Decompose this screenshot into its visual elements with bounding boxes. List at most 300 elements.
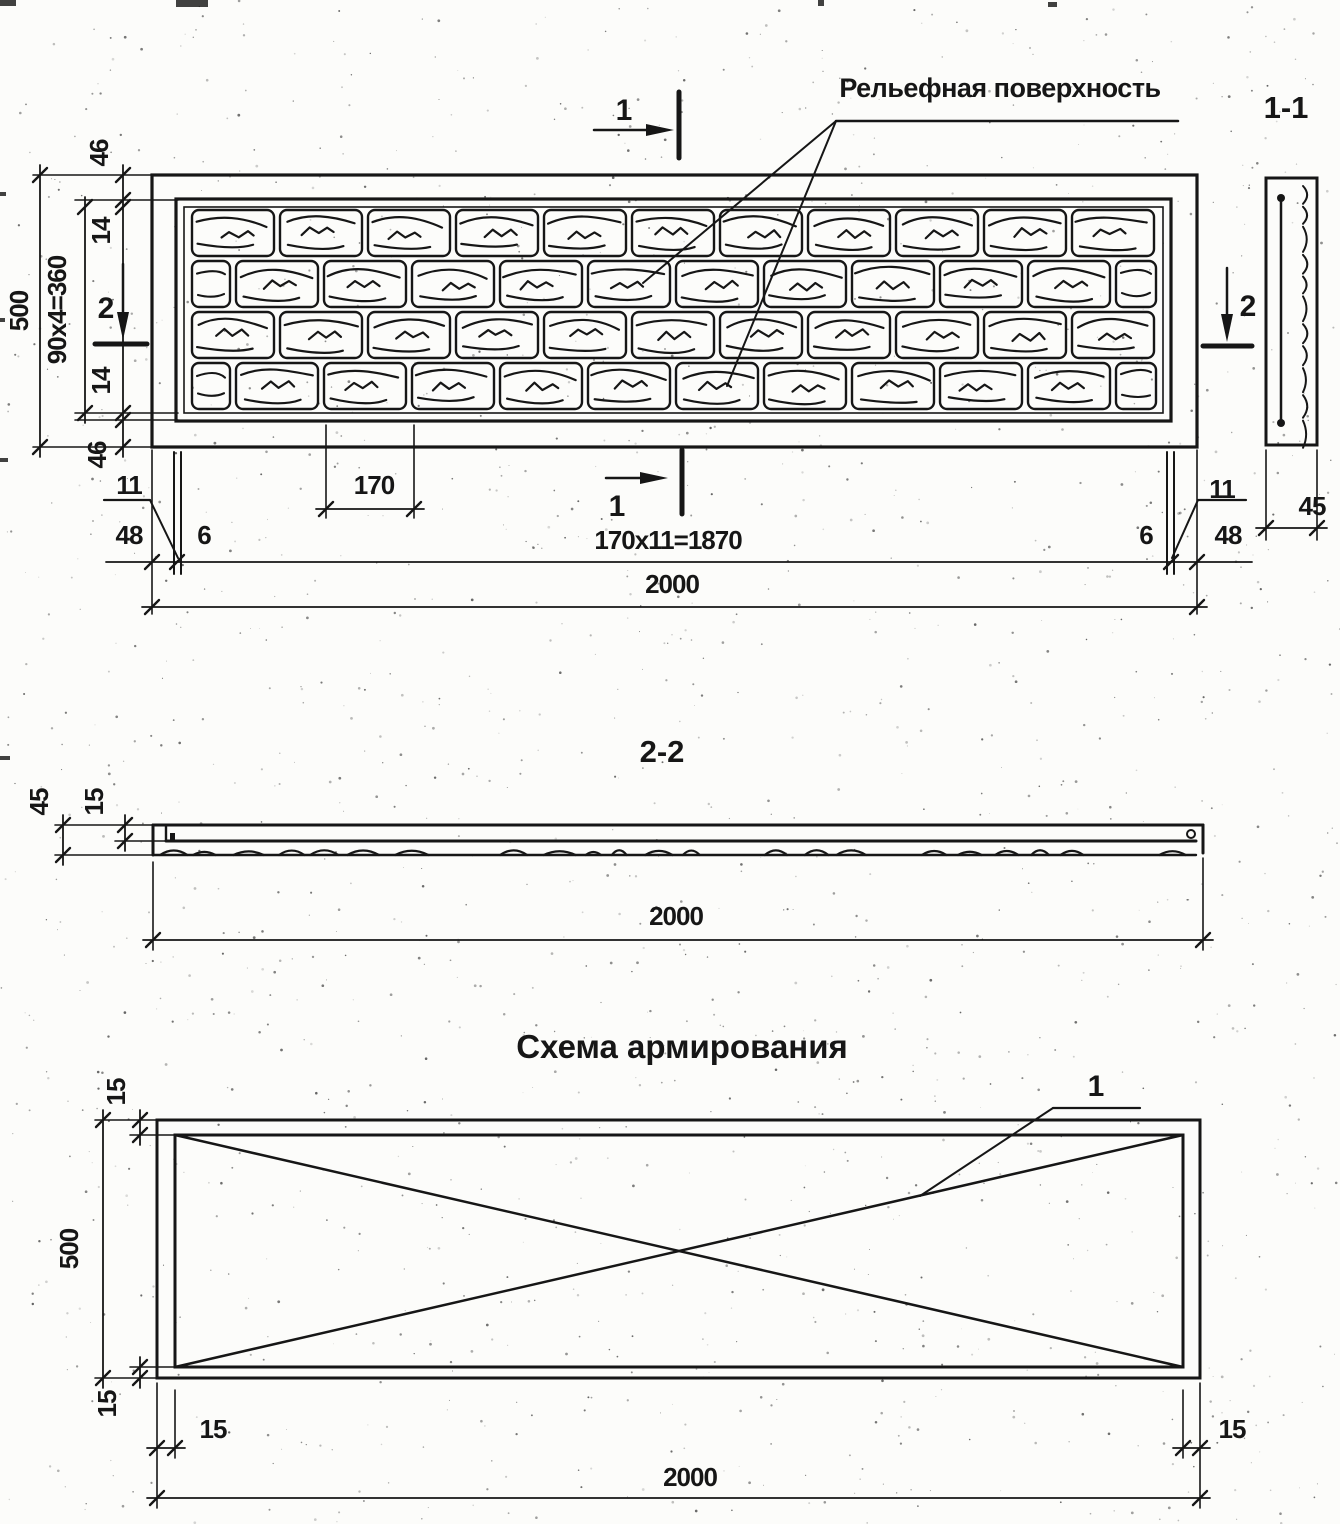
- speck: [1067, 329, 1069, 331]
- speck: [163, 1265, 164, 1266]
- speck: [176, 623, 178, 625]
- speck: [396, 150, 397, 151]
- dim-plan-rows: 90x4=360: [42, 255, 72, 365]
- speck: [879, 702, 881, 704]
- speck: [472, 1504, 474, 1506]
- block-texture: [389, 232, 421, 239]
- speck: [711, 493, 713, 495]
- speck: [272, 1204, 274, 1206]
- speck: [1056, 184, 1058, 186]
- speck: [162, 320, 163, 321]
- speck: [600, 1002, 601, 1003]
- block-texture: [960, 384, 992, 390]
- speck: [881, 1156, 882, 1157]
- speck: [1048, 546, 1051, 549]
- speck: [338, 10, 340, 12]
- speck: [1259, 1451, 1260, 1452]
- speck: [358, 467, 360, 469]
- block-texture: [1080, 246, 1136, 250]
- speck: [1265, 36, 1266, 37]
- speck: [321, 984, 324, 987]
- speck: [1309, 926, 1310, 927]
- scan-artifact: [0, 756, 10, 760]
- speck: [238, 0, 241, 2]
- speck: [894, 356, 895, 357]
- speck: [777, 214, 779, 216]
- speck: [786, 1256, 787, 1257]
- speck: [684, 1424, 686, 1426]
- speck: [234, 782, 236, 784]
- speck: [90, 1322, 91, 1323]
- speck: [418, 405, 420, 407]
- speck: [334, 466, 336, 468]
- speck: [632, 1185, 635, 1188]
- speck: [971, 1354, 973, 1356]
- speck: [839, 1078, 840, 1079]
- block-texture: [198, 244, 254, 248]
- speck: [573, 1288, 575, 1290]
- speck: [42, 638, 44, 640]
- speck: [1179, 443, 1181, 445]
- speck: [338, 908, 341, 911]
- speck: [1027, 1143, 1029, 1145]
- relief-block: [676, 363, 758, 409]
- speck: [761, 643, 763, 645]
- speck: [1012, 577, 1014, 579]
- speck: [1311, 1182, 1313, 1184]
- speck: [569, 881, 571, 883]
- speck: [48, 613, 50, 615]
- block-texture: [503, 270, 576, 277]
- speck: [277, 1300, 280, 1303]
- speck: [1086, 639, 1087, 640]
- speck: [707, 1344, 709, 1346]
- speck: [245, 1307, 248, 1310]
- speck: [60, 921, 62, 923]
- speck: [1287, 332, 1289, 334]
- speck: [1084, 1356, 1086, 1358]
- block-texture: [637, 218, 707, 226]
- speck: [1004, 847, 1006, 849]
- speck: [89, 1151, 90, 1152]
- speck: [132, 1109, 133, 1110]
- speck: [685, 954, 686, 955]
- speck: [277, 891, 279, 893]
- speck: [235, 240, 236, 241]
- speck: [915, 628, 916, 629]
- speck: [1050, 1347, 1052, 1349]
- speck: [469, 676, 470, 677]
- speck: [691, 639, 693, 641]
- block-texture: [1122, 395, 1150, 397]
- speck: [53, 43, 56, 46]
- speck: [1145, 13, 1147, 15]
- dim-reinf-cover-bottom: 15: [92, 1390, 122, 1418]
- speck: [607, 1157, 609, 1159]
- speck: [1331, 693, 1333, 695]
- dim-reinf-cover-left: 15: [199, 1414, 227, 1444]
- speck: [658, 471, 659, 472]
- speck: [1012, 1416, 1015, 1419]
- block-texture: [682, 270, 753, 276]
- block-texture: [1013, 333, 1045, 341]
- speck: [539, 713, 541, 715]
- speck: [917, 1505, 919, 1507]
- speck: [1032, 54, 1033, 55]
- speck: [253, 149, 255, 151]
- speck: [869, 1249, 870, 1250]
- speck: [242, 428, 244, 430]
- speck: [762, 1289, 764, 1291]
- speck: [881, 699, 882, 700]
- speck: [629, 875, 630, 876]
- speck: [1090, 1513, 1092, 1515]
- speck: [957, 576, 960, 579]
- block-texture: [433, 383, 465, 391]
- speck: [859, 205, 860, 206]
- dim-plan-blocks-total: 170x11=1870: [594, 525, 742, 555]
- speck: [513, 993, 515, 995]
- speck: [1248, 923, 1249, 924]
- speck: [1334, 1034, 1337, 1037]
- speck: [909, 612, 911, 614]
- speck: [221, 591, 222, 592]
- speck: [206, 79, 209, 82]
- speck: [846, 1092, 848, 1094]
- speck: [866, 1522, 868, 1524]
- speck: [819, 435, 820, 436]
- speck: [435, 56, 436, 57]
- speck: [442, 1098, 443, 1099]
- speck: [1158, 955, 1159, 956]
- block-texture: [568, 232, 600, 239]
- speck: [1148, 920, 1151, 923]
- speck: [495, 448, 497, 450]
- speck: [1163, 1442, 1166, 1445]
- speck: [961, 1328, 962, 1329]
- speck: [359, 1233, 361, 1235]
- speck: [46, 1071, 47, 1072]
- speck: [214, 442, 217, 445]
- speck: [134, 645, 136, 647]
- speck: [1306, 415, 1309, 418]
- speck: [731, 1291, 733, 1293]
- speck: [941, 1364, 943, 1366]
- speck: [231, 1167, 233, 1169]
- speck: [301, 688, 303, 690]
- block-texture: [769, 295, 825, 299]
- speck: [1060, 1501, 1062, 1503]
- speck: [805, 1165, 806, 1166]
- speck: [1246, 11, 1248, 13]
- speck: [389, 673, 391, 675]
- section11-relief-wave: [1303, 186, 1307, 204]
- speck: [522, 354, 524, 356]
- speck: [338, 1511, 340, 1513]
- speck: [535, 1024, 537, 1026]
- relief-surface-label: Рельефная поверхность: [839, 73, 1161, 103]
- speck: [25, 663, 27, 665]
- speck: [1056, 373, 1059, 376]
- speck: [860, 1479, 861, 1480]
- speck: [407, 1110, 408, 1111]
- speck: [218, 888, 220, 890]
- block-texture: [222, 231, 254, 237]
- speck: [645, 158, 647, 160]
- speck: [450, 1361, 452, 1363]
- speck: [895, 490, 897, 492]
- speck: [432, 727, 435, 730]
- speck: [279, 753, 280, 754]
- relief-block: [500, 363, 582, 409]
- speck: [101, 409, 102, 410]
- speck: [370, 53, 371, 54]
- speck: [665, 679, 667, 681]
- speck: [858, 166, 860, 168]
- speck: [729, 818, 730, 819]
- speck: [452, 1370, 453, 1371]
- speck: [802, 499, 804, 501]
- speck: [1126, 792, 1127, 793]
- speck: [679, 721, 681, 723]
- speck: [811, 201, 812, 202]
- speck: [1014, 1320, 1015, 1321]
- speck: [468, 768, 470, 770]
- speck: [156, 322, 157, 323]
- speck: [670, 1450, 672, 1452]
- speck: [1108, 1433, 1111, 1436]
- speck: [29, 152, 30, 153]
- dim-plan-block-width: 170: [353, 470, 395, 500]
- speck: [688, 366, 689, 367]
- speck: [978, 1349, 979, 1350]
- speck: [793, 817, 795, 819]
- block-texture: [684, 399, 740, 403]
- speck: [150, 1482, 152, 1484]
- speck: [506, 1276, 508, 1278]
- dim-reinf-cover-top: 15: [101, 1078, 131, 1106]
- speck: [628, 200, 631, 203]
- speck: [38, 1285, 39, 1286]
- speck: [1284, 28, 1286, 30]
- speck: [457, 70, 458, 71]
- speck: [572, 880, 573, 881]
- speck: [145, 358, 148, 361]
- speck: [1028, 795, 1031, 798]
- speck: [211, 998, 214, 1001]
- speck: [368, 515, 369, 516]
- speck: [359, 242, 361, 244]
- speck: [320, 682, 322, 684]
- speck: [91, 478, 94, 481]
- speck: [532, 546, 534, 548]
- speck: [776, 1399, 777, 1400]
- speck: [192, 659, 194, 661]
- block-texture: [836, 329, 868, 337]
- speck: [957, 1345, 960, 1348]
- speck: [1236, 1030, 1238, 1032]
- speck: [160, 961, 162, 963]
- speck: [809, 1211, 810, 1212]
- speck: [1013, 104, 1014, 105]
- speck: [333, 1343, 334, 1344]
- speck: [560, 103, 562, 105]
- speck: [892, 1013, 893, 1014]
- speck: [1030, 702, 1032, 704]
- speck: [896, 1492, 897, 1493]
- speck: [1193, 592, 1194, 593]
- speck: [266, 1258, 267, 1259]
- speck: [521, 227, 522, 228]
- speck: [348, 104, 350, 106]
- speck: [481, 1188, 482, 1189]
- speck: [1227, 371, 1228, 372]
- speck: [525, 85, 527, 87]
- speck: [831, 976, 833, 978]
- section-mark-1-bottom: 1: [608, 490, 626, 523]
- section-mark-1-top: 1: [615, 94, 633, 127]
- speck: [69, 1156, 71, 1158]
- speck: [274, 596, 275, 597]
- speck: [265, 537, 266, 538]
- speck: [532, 1087, 533, 1088]
- speck: [250, 628, 251, 629]
- speck: [802, 1292, 805, 1295]
- speck: [57, 376, 59, 378]
- speck: [761, 503, 763, 505]
- speck: [966, 1247, 967, 1248]
- speck: [1114, 619, 1115, 620]
- speck: [535, 23, 537, 25]
- block-texture: [904, 246, 960, 250]
- speck: [590, 1468, 592, 1470]
- block-texture: [611, 282, 643, 288]
- speck: [923, 808, 925, 810]
- speck: [102, 911, 103, 912]
- speck: [1332, 828, 1333, 829]
- speck: [226, 118, 228, 120]
- speck: [678, 70, 679, 71]
- speck: [927, 165, 928, 166]
- speck: [1137, 1445, 1138, 1446]
- speck: [300, 488, 302, 490]
- speck: [1286, 982, 1287, 983]
- speck: [448, 763, 449, 764]
- speck: [1320, 242, 1323, 245]
- speck: [999, 1173, 1001, 1175]
- speck: [1161, 1294, 1164, 1297]
- speck: [723, 69, 725, 71]
- speck: [402, 1194, 404, 1196]
- speck: [422, 19, 423, 20]
- relief-border-inner: [184, 207, 1163, 413]
- speck: [178, 802, 179, 803]
- speck: [508, 1512, 510, 1514]
- speck: [571, 508, 574, 511]
- speck: [54, 179, 55, 180]
- speck: [679, 1229, 680, 1230]
- speck: [760, 1396, 763, 1399]
- speck: [1326, 190, 1329, 193]
- block-texture: [198, 294, 224, 297]
- block-texture: [416, 370, 486, 377]
- speck: [767, 799, 770, 802]
- speck: [228, 1011, 231, 1014]
- speck: [900, 243, 901, 244]
- speck: [1251, 6, 1253, 8]
- speck: [213, 764, 214, 765]
- speck: [779, 1234, 781, 1236]
- speck: [702, 1338, 704, 1340]
- speck: [394, 612, 396, 614]
- speck: [353, 999, 354, 1000]
- speck: [85, 108, 87, 110]
- block-texture: [989, 218, 1061, 226]
- speck: [732, 621, 735, 624]
- speck: [1068, 193, 1069, 194]
- speck: [1312, 32, 1314, 34]
- speck: [261, 768, 263, 770]
- speck: [1289, 923, 1291, 925]
- speck: [525, 541, 526, 542]
- speck: [1083, 724, 1085, 726]
- speck: [150, 735, 152, 737]
- speck: [791, 736, 793, 738]
- speck: [261, 930, 264, 933]
- speck: [1274, 1148, 1275, 1149]
- speck: [142, 822, 144, 824]
- speck: [903, 1401, 905, 1403]
- speck: [228, 1431, 230, 1433]
- block-texture: [1078, 319, 1147, 328]
- speck: [491, 1338, 493, 1340]
- speck: [695, 1510, 698, 1513]
- speck: [350, 883, 352, 885]
- speck: [1135, 671, 1137, 673]
- speck: [523, 314, 526, 317]
- speck: [146, 963, 147, 964]
- speck: [934, 1052, 936, 1054]
- block-texture: [1078, 346, 1134, 350]
- speck: [609, 184, 611, 186]
- speck: [74, 136, 76, 138]
- speck: [900, 1099, 902, 1101]
- speck: [463, 1295, 465, 1297]
- speck: [260, 473, 262, 475]
- speck: [269, 1509, 271, 1511]
- speck: [352, 265, 354, 267]
- speck: [1052, 230, 1055, 233]
- speck: [193, 37, 194, 38]
- speck: [101, 1071, 104, 1074]
- speck: [476, 776, 477, 777]
- speck: [1179, 1216, 1181, 1218]
- speck: [451, 114, 453, 116]
- speck: [487, 110, 489, 112]
- speck: [636, 961, 639, 964]
- speck: [1066, 1200, 1069, 1203]
- speck: [428, 1507, 429, 1508]
- relief-block: [1116, 261, 1156, 307]
- speck: [855, 915, 857, 917]
- speck: [425, 1057, 428, 1060]
- speck: [23, 693, 25, 695]
- speck: [553, 490, 555, 492]
- speck: [689, 1173, 690, 1174]
- block-texture: [570, 329, 602, 336]
- speck: [325, 341, 327, 343]
- speck: [47, 369, 48, 370]
